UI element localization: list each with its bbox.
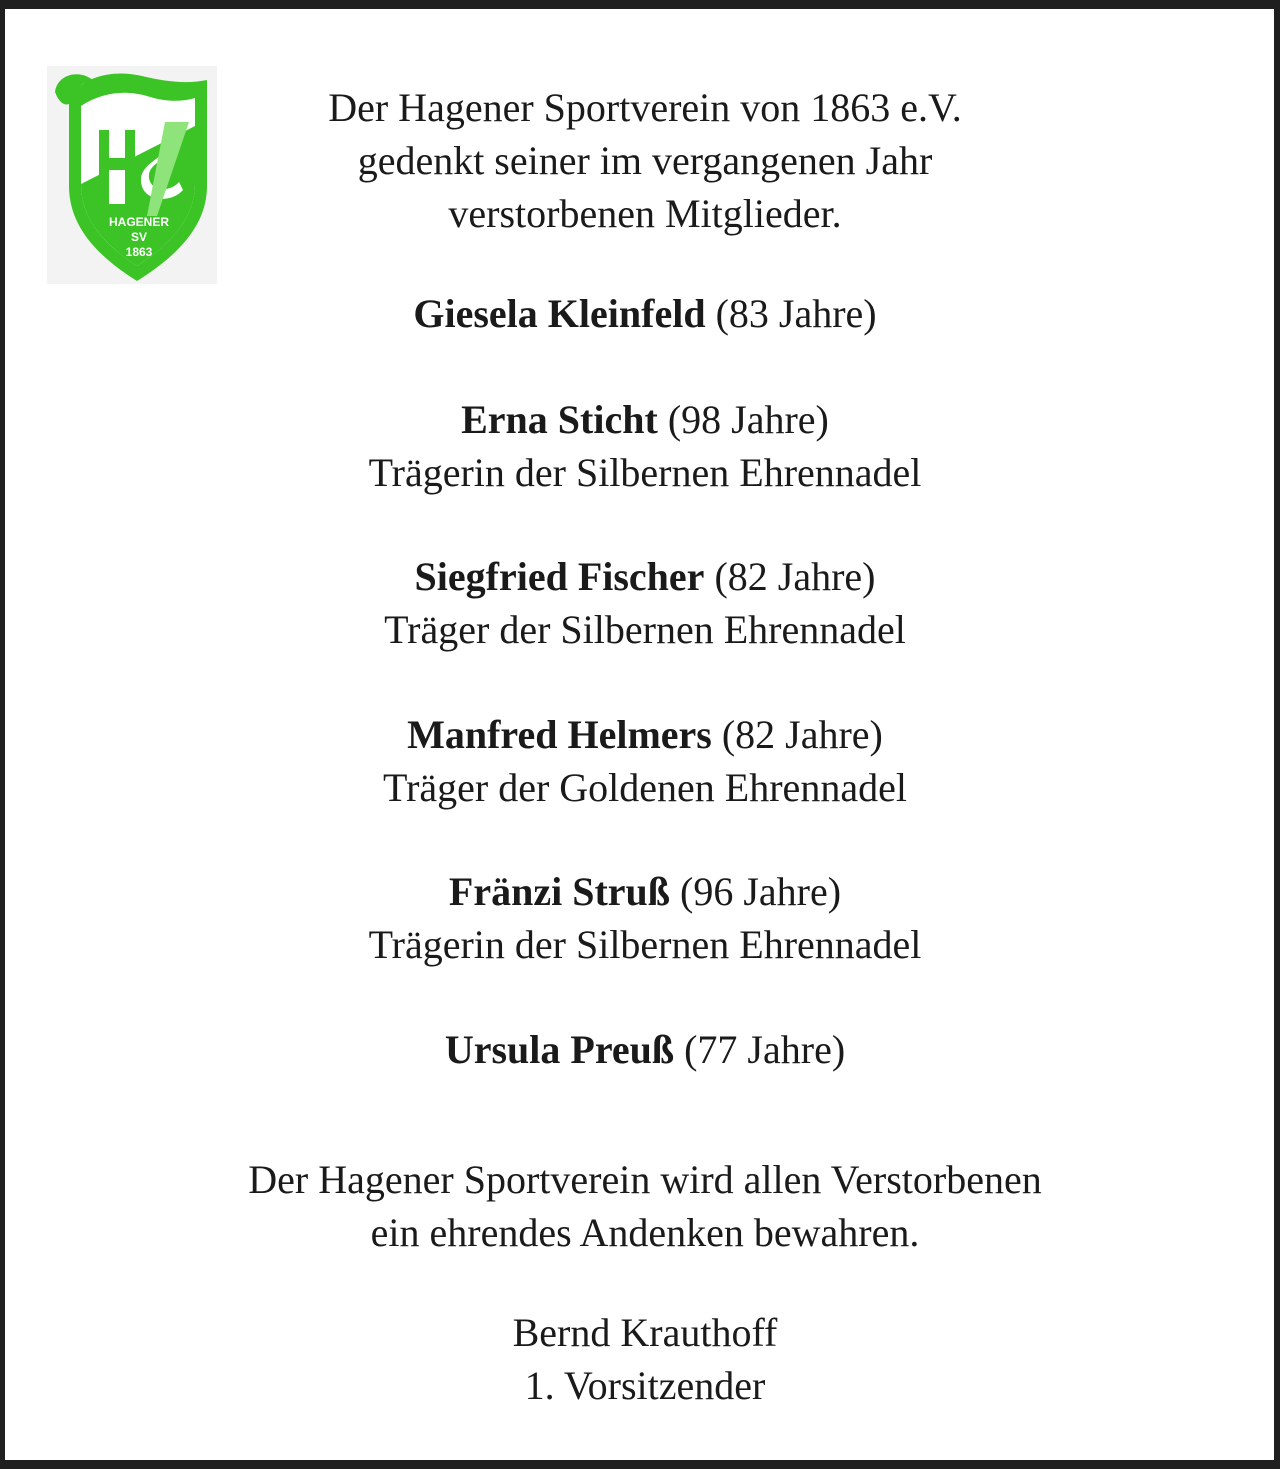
member-name: Giesela Kleinfeld [413, 291, 706, 336]
closing-line-1: Der Hagener Sportverein wird allen Verstorbenen [248, 1157, 1042, 1202]
signature-name: Bernd Krauthoff [512, 1310, 778, 1355]
member-honor: Trägerin der Silbernen Ehrennadel [368, 450, 922, 495]
member-entry [5, 1023, 1280, 1076]
notice-header [5, 81, 1280, 240]
member-age: (96 Jahre) [680, 869, 842, 914]
member-entry [5, 865, 1280, 971]
member-age: (77 Jahre) [684, 1027, 846, 1072]
header-line-3: verstorbenen Mitglieder. [448, 191, 842, 236]
member-name: Erna Sticht [461, 397, 658, 442]
header-line-1: Der Hagener Sportverein von 1863 e.V. [328, 85, 962, 130]
member-entry [5, 708, 1280, 814]
signature [5, 1306, 1280, 1412]
member-honor: Trägerin der Silbernen Ehrennadel [368, 922, 922, 967]
member-name: Ursula Preuß [444, 1027, 675, 1072]
member-name: Manfred Helmers [407, 712, 712, 757]
header-line-2: gedenkt seiner im vergangenen Jahr [357, 138, 933, 183]
logo-year-text: 1863 [125, 245, 153, 259]
signature-title: 1. Vorsitzender [524, 1363, 766, 1408]
member-age: (98 Jahre) [667, 397, 829, 442]
member-age: (82 Jahre) [721, 712, 883, 757]
member-entry [5, 393, 1280, 499]
member-entry [5, 550, 1280, 656]
member-entry [5, 287, 1280, 340]
logo-sv-text: SV [130, 230, 148, 244]
member-age: (83 Jahre) [715, 291, 877, 336]
closing-line-2: ein ehrendes Andenken bewahren. [370, 1210, 920, 1255]
member-name: Fränzi Struß [448, 869, 671, 914]
member-honor: Träger der Goldenen Ehrennadel [383, 765, 907, 810]
logo-name-text: HAGENER [108, 215, 170, 229]
member-name: Siegfried Fischer [414, 554, 705, 599]
closing-text [5, 1153, 1280, 1259]
member-age: (82 Jahre) [714, 554, 876, 599]
member-honor: Träger der Silbernen Ehrennadel [384, 607, 906, 652]
